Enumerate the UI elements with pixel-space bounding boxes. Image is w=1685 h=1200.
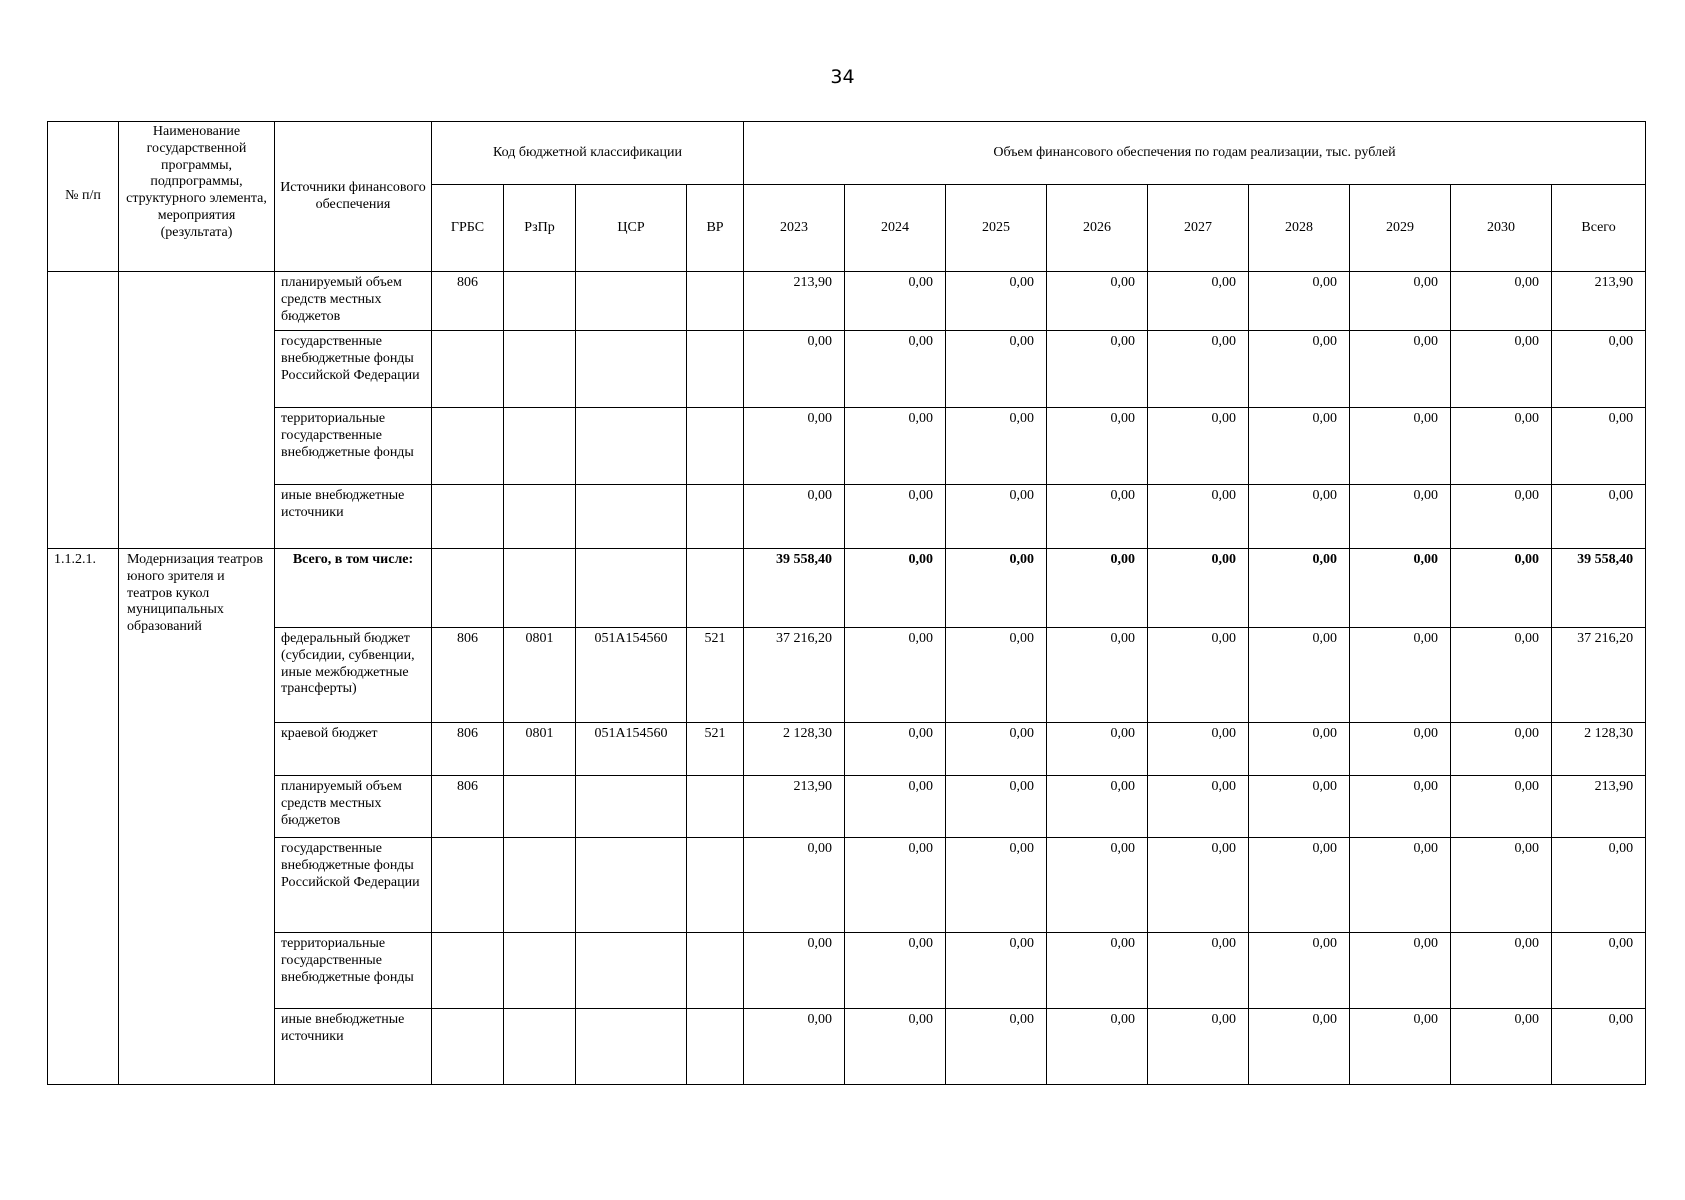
value-cell: 0,00	[1148, 1009, 1249, 1085]
source-cell: планируемый объем средств местных бюджетов	[275, 272, 432, 331]
value-cell: 0,00	[845, 408, 946, 485]
value-cell: 0,00	[1148, 776, 1249, 838]
vr-cell: 521	[687, 628, 744, 723]
rzpr-cell	[504, 933, 576, 1009]
value-cell: 0,00	[1451, 331, 1552, 408]
value-cell: 0,00	[946, 272, 1047, 331]
value-cell: 0,00	[845, 331, 946, 408]
value-cell: 0,00	[1047, 933, 1148, 1009]
source-cell: территориальные государственные внебюджетные фонды	[275, 408, 432, 485]
value-cell: 37 216,20	[744, 628, 845, 723]
header-year-2023: 2023	[744, 185, 845, 272]
value-cell: 0,00	[1047, 1009, 1148, 1085]
header-kbk: Код бюджетной классификации	[432, 122, 744, 185]
csr-cell	[576, 331, 687, 408]
csr-cell	[576, 933, 687, 1009]
source-cell: иные внебюджетные источники	[275, 1009, 432, 1085]
row-name-cell: Модернизация театров юного зрителя и театров кукол муниципальных образований	[119, 549, 275, 1085]
value-cell: 0,00	[1451, 549, 1552, 628]
header-volume: Объем финансового обеспечения по годам реализации, тыс. рублей	[744, 122, 1646, 185]
value-cell: 0,00	[1047, 776, 1148, 838]
header-grbs: ГРБС	[432, 185, 504, 272]
grbs-cell	[432, 331, 504, 408]
value-cell: 0,00	[946, 331, 1047, 408]
source-cell: федеральный бюджет (субсидии, субвенции, иные межбюджетные трансферты)	[275, 628, 432, 723]
vr-cell	[687, 933, 744, 1009]
source-cell: краевой бюджет	[275, 723, 432, 776]
header-year-2027: 2027	[1148, 185, 1249, 272]
table-row	[48, 272, 1646, 331]
table-row	[48, 331, 1646, 408]
table-row	[48, 838, 1646, 933]
vr-cell	[687, 838, 744, 933]
vr-cell	[687, 331, 744, 408]
vr-cell	[687, 549, 744, 628]
value-cell: 2 128,30	[744, 723, 845, 776]
value-cell: 0,00	[1451, 723, 1552, 776]
value-cell: 0,00	[1249, 331, 1350, 408]
value-cell: 0,00	[1350, 776, 1451, 838]
value-cell: 0,00	[1047, 331, 1148, 408]
source-cell: Всего, в том числе:	[275, 549, 432, 628]
header-total: Всего	[1552, 185, 1646, 272]
value-cell: 0,00	[1047, 408, 1148, 485]
table-row	[48, 485, 1646, 549]
csr-cell: 051A154560	[576, 628, 687, 723]
header-csr: ЦСР	[576, 185, 687, 272]
value-cell: 0,00	[1249, 1009, 1350, 1085]
total-cell: 0,00	[1552, 408, 1646, 485]
value-cell: 0,00	[1350, 331, 1451, 408]
value-cell: 0,00	[946, 549, 1047, 628]
row-name-cell	[119, 272, 275, 549]
value-cell: 0,00	[845, 723, 946, 776]
csr-cell: 051A154560	[576, 723, 687, 776]
csr-cell	[576, 485, 687, 549]
rzpr-cell	[504, 838, 576, 933]
value-cell: 0,00	[1451, 933, 1552, 1009]
header-year-2024: 2024	[845, 185, 946, 272]
table-row	[48, 1009, 1646, 1085]
total-cell: 0,00	[1552, 485, 1646, 549]
value-cell: 0,00	[946, 723, 1047, 776]
rzpr-cell	[504, 485, 576, 549]
value-cell: 0,00	[1350, 628, 1451, 723]
vr-cell: 521	[687, 723, 744, 776]
value-cell: 0,00	[1249, 723, 1350, 776]
header-year-2026: 2026	[1047, 185, 1148, 272]
value-cell: 39 558,40	[744, 549, 845, 628]
table-row	[48, 933, 1646, 1009]
value-cell: 0,00	[845, 485, 946, 549]
rzpr-cell	[504, 272, 576, 331]
grbs-cell: 806	[432, 628, 504, 723]
value-cell: 0,00	[1249, 549, 1350, 628]
value-cell: 0,00	[946, 838, 1047, 933]
vr-cell	[687, 485, 744, 549]
value-cell: 0,00	[1350, 485, 1451, 549]
csr-cell	[576, 408, 687, 485]
rzpr-cell	[504, 408, 576, 485]
vr-cell	[687, 776, 744, 838]
row-num-cell	[48, 272, 119, 549]
vr-cell	[687, 1009, 744, 1085]
csr-cell	[576, 776, 687, 838]
total-cell: 39 558,40	[1552, 549, 1646, 628]
rzpr-cell: 0801	[504, 723, 576, 776]
value-cell: 0,00	[1047, 549, 1148, 628]
header-year-2029: 2029	[1350, 185, 1451, 272]
header-year-2028: 2028	[1249, 185, 1350, 272]
grbs-cell	[432, 838, 504, 933]
total-cell: 0,00	[1552, 933, 1646, 1009]
value-cell: 0,00	[744, 1009, 845, 1085]
value-cell: 0,00	[845, 838, 946, 933]
value-cell: 0,00	[1148, 272, 1249, 331]
total-cell: 213,90	[1552, 272, 1646, 331]
vr-cell	[687, 408, 744, 485]
total-cell: 37 216,20	[1552, 628, 1646, 723]
total-cell: 0,00	[1552, 838, 1646, 933]
grbs-cell	[432, 485, 504, 549]
table-row	[48, 408, 1646, 485]
rzpr-cell: 0801	[504, 628, 576, 723]
total-cell: 213,90	[1552, 776, 1646, 838]
value-cell: 0,00	[1047, 272, 1148, 331]
value-cell: 0,00	[1451, 408, 1552, 485]
row-num-cell: 1.1.2.1.	[48, 549, 119, 1085]
source-cell: государственные внебюджетные фонды Российской Федерации	[275, 331, 432, 408]
value-cell: 0,00	[845, 776, 946, 838]
value-cell: 0,00	[1148, 723, 1249, 776]
value-cell: 0,00	[744, 485, 845, 549]
value-cell: 0,00	[1451, 485, 1552, 549]
value-cell: 0,00	[1148, 933, 1249, 1009]
csr-cell	[576, 838, 687, 933]
value-cell: 0,00	[1249, 485, 1350, 549]
value-cell: 0,00	[946, 485, 1047, 549]
value-cell: 0,00	[1350, 408, 1451, 485]
value-cell: 0,00	[1148, 838, 1249, 933]
source-cell: территориальные государственные внебюджетные фонды	[275, 933, 432, 1009]
value-cell: 0,00	[744, 838, 845, 933]
value-cell: 0,00	[1047, 628, 1148, 723]
header-source: Источники финансового обеспечения	[275, 122, 432, 272]
value-cell: 0,00	[946, 628, 1047, 723]
value-cell: 0,00	[845, 628, 946, 723]
value-cell: 0,00	[1451, 776, 1552, 838]
header-rzpr: РзПр	[504, 185, 576, 272]
total-cell: 0,00	[1552, 331, 1646, 408]
value-cell: 0,00	[845, 933, 946, 1009]
value-cell: 0,00	[1451, 628, 1552, 723]
header-num: № п/п	[48, 122, 119, 272]
csr-cell	[576, 272, 687, 331]
vr-cell	[687, 272, 744, 331]
rzpr-cell	[504, 331, 576, 408]
value-cell: 0,00	[1451, 1009, 1552, 1085]
value-cell: 0,00	[1249, 776, 1350, 838]
value-cell: 0,00	[1451, 838, 1552, 933]
value-cell: 0,00	[1350, 1009, 1451, 1085]
header-year-2030: 2030	[1451, 185, 1552, 272]
value-cell: 0,00	[1249, 408, 1350, 485]
financing-table	[47, 121, 1646, 1085]
rzpr-cell	[504, 776, 576, 838]
value-cell: 0,00	[1350, 549, 1451, 628]
csr-cell	[576, 549, 687, 628]
value-cell: 0,00	[1148, 408, 1249, 485]
source-cell: государственные внебюджетные фонды Российской Федерации	[275, 838, 432, 933]
grbs-cell: 806	[432, 776, 504, 838]
value-cell: 0,00	[744, 933, 845, 1009]
value-cell: 0,00	[1451, 272, 1552, 331]
source-cell: планируемый объем средств местных бюджетов	[275, 776, 432, 838]
value-cell: 0,00	[1047, 838, 1148, 933]
header-year-2025: 2025	[946, 185, 1047, 272]
total-cell: 2 128,30	[1552, 723, 1646, 776]
header-vr: ВР	[687, 185, 744, 272]
value-cell: 0,00	[1047, 723, 1148, 776]
rzpr-cell	[504, 1009, 576, 1085]
value-cell: 0,00	[1249, 628, 1350, 723]
value-cell: 0,00	[845, 549, 946, 628]
value-cell: 0,00	[845, 1009, 946, 1085]
value-cell: 0,00	[1249, 933, 1350, 1009]
rzpr-cell	[504, 549, 576, 628]
header-name: Наименование государственной программы, подпрограммы, структурного элемента, мероприятия (результата)	[119, 122, 275, 272]
value-cell: 0,00	[946, 408, 1047, 485]
value-cell: 213,90	[744, 776, 845, 838]
table-row-total	[48, 549, 1646, 628]
table-row	[48, 723, 1646, 776]
value-cell: 0,00	[1350, 933, 1451, 1009]
source-cell: иные внебюджетные источники	[275, 485, 432, 549]
value-cell: 0,00	[946, 933, 1047, 1009]
value-cell: 0,00	[1249, 272, 1350, 331]
value-cell: 0,00	[1148, 549, 1249, 628]
grbs-cell	[432, 1009, 504, 1085]
value-cell: 0,00	[1350, 723, 1451, 776]
value-cell: 0,00	[946, 1009, 1047, 1085]
value-cell: 0,00	[845, 272, 946, 331]
grbs-cell	[432, 549, 504, 628]
value-cell: 0,00	[744, 331, 845, 408]
grbs-cell: 806	[432, 272, 504, 331]
grbs-cell: 806	[432, 723, 504, 776]
value-cell: 0,00	[1148, 331, 1249, 408]
value-cell: 0,00	[1350, 838, 1451, 933]
value-cell: 0,00	[744, 408, 845, 485]
total-cell: 0,00	[1552, 1009, 1646, 1085]
grbs-cell	[432, 933, 504, 1009]
table-row	[48, 628, 1646, 723]
value-cell: 0,00	[1148, 485, 1249, 549]
csr-cell	[576, 1009, 687, 1085]
value-cell: 213,90	[744, 272, 845, 331]
value-cell: 0,00	[946, 776, 1047, 838]
value-cell: 0,00	[1047, 485, 1148, 549]
value-cell: 0,00	[1148, 628, 1249, 723]
value-cell: 0,00	[1350, 272, 1451, 331]
table-header	[48, 122, 1646, 272]
page-number: 34	[830, 66, 855, 88]
grbs-cell	[432, 408, 504, 485]
value-cell: 0,00	[1249, 838, 1350, 933]
table-row	[48, 776, 1646, 838]
